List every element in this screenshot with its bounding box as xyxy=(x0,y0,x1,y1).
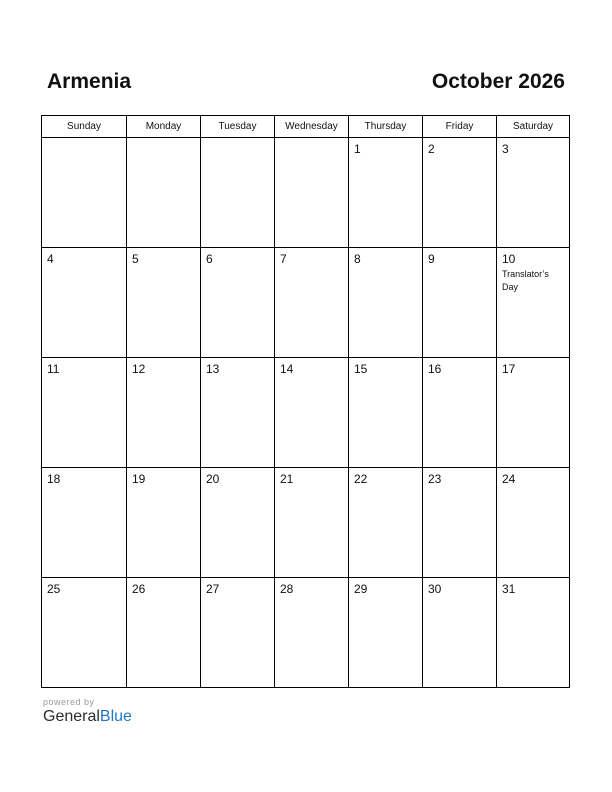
day-number: 14 xyxy=(280,362,294,376)
weeks-container xyxy=(42,138,569,688)
day-number: 6 xyxy=(206,252,213,266)
day-cell xyxy=(423,468,497,577)
day-number: 15 xyxy=(354,362,368,376)
week-row xyxy=(42,138,569,248)
weekday-tuesday: Tuesday xyxy=(201,116,275,137)
day-cell xyxy=(201,468,275,577)
day-number: 4 xyxy=(47,252,54,266)
day-number: 22 xyxy=(354,472,368,486)
weekday-thursday: Thursday xyxy=(349,116,423,137)
day-cell xyxy=(201,358,275,467)
day-number: 16 xyxy=(428,362,442,376)
day-cell xyxy=(275,578,349,688)
weekday-wednesday: Wednesday xyxy=(275,116,349,137)
day-number: 19 xyxy=(132,472,146,486)
day-number: 21 xyxy=(280,472,294,486)
weekday-monday: Monday xyxy=(127,116,201,137)
day-cell xyxy=(42,578,127,688)
day-number: 1 xyxy=(354,142,361,156)
calendar-grid xyxy=(41,115,570,688)
day-number: 11 xyxy=(47,362,60,376)
day-number: 9 xyxy=(428,252,435,266)
day-number: 8 xyxy=(354,252,361,266)
day-cell xyxy=(423,138,497,247)
weekday-header-row xyxy=(42,116,569,138)
day-cell xyxy=(127,578,201,688)
brand-general: General xyxy=(43,708,100,725)
day-number: 25 xyxy=(47,582,61,596)
powered-by-text: powered by xyxy=(43,697,95,707)
brand-blue: Blue xyxy=(99,708,132,725)
day-number: 18 xyxy=(47,472,61,486)
day-number: 2 xyxy=(428,142,435,156)
day-cell xyxy=(127,468,201,577)
week-row xyxy=(42,578,569,688)
day-cell xyxy=(349,358,423,467)
day-number: 10 xyxy=(502,252,516,266)
day-cell xyxy=(275,138,349,247)
day-cell xyxy=(42,358,127,467)
day-number: 26 xyxy=(132,582,146,596)
day-cell xyxy=(201,578,275,688)
day-cell xyxy=(349,468,423,577)
day-number: 24 xyxy=(502,472,516,486)
day-number: 23 xyxy=(428,472,442,486)
weekday-sunday: Sunday xyxy=(42,116,127,137)
day-cell xyxy=(275,358,349,467)
week-row xyxy=(42,468,569,578)
footer-branding xyxy=(43,697,132,726)
day-cell xyxy=(497,358,569,467)
day-number: 28 xyxy=(280,582,294,596)
day-number: 30 xyxy=(428,582,442,596)
day-cell xyxy=(423,248,497,357)
day-number: 3 xyxy=(502,142,509,156)
day-cell xyxy=(42,138,127,247)
day-cell xyxy=(201,138,275,247)
day-cell xyxy=(423,578,497,688)
day-cell xyxy=(275,248,349,357)
day-cell xyxy=(42,468,127,577)
week-row xyxy=(42,248,569,358)
day-cell xyxy=(497,578,569,688)
day-number: 17 xyxy=(502,362,516,376)
day-number: 12 xyxy=(132,362,146,376)
day-cell xyxy=(275,468,349,577)
day-cell xyxy=(497,248,569,357)
weekday-friday: Friday xyxy=(423,116,497,137)
generalblue-logo xyxy=(43,708,132,726)
day-cell xyxy=(349,138,423,247)
day-cell xyxy=(127,248,201,357)
month-title: October 2026 xyxy=(431,70,565,93)
holiday-label: Translator’s Day xyxy=(502,269,549,292)
day-number: 31 xyxy=(502,582,516,596)
day-number: 5 xyxy=(132,252,139,266)
day-cell xyxy=(127,358,201,467)
day-cell xyxy=(497,468,569,577)
day-cell xyxy=(349,578,423,688)
day-cell xyxy=(349,248,423,357)
day-cell xyxy=(127,138,201,247)
weekday-saturday: Saturday xyxy=(512,121,554,132)
day-number: 13 xyxy=(206,362,220,376)
week-row xyxy=(42,358,569,468)
day-cell xyxy=(42,248,127,357)
day-cell xyxy=(497,138,569,247)
day-number: 20 xyxy=(206,472,220,486)
day-number: 27 xyxy=(206,582,220,596)
day-number: 7 xyxy=(280,252,287,266)
day-number: 29 xyxy=(354,582,368,596)
day-cell xyxy=(201,248,275,357)
country-title: Armenia xyxy=(47,70,132,93)
day-cell xyxy=(423,358,497,467)
